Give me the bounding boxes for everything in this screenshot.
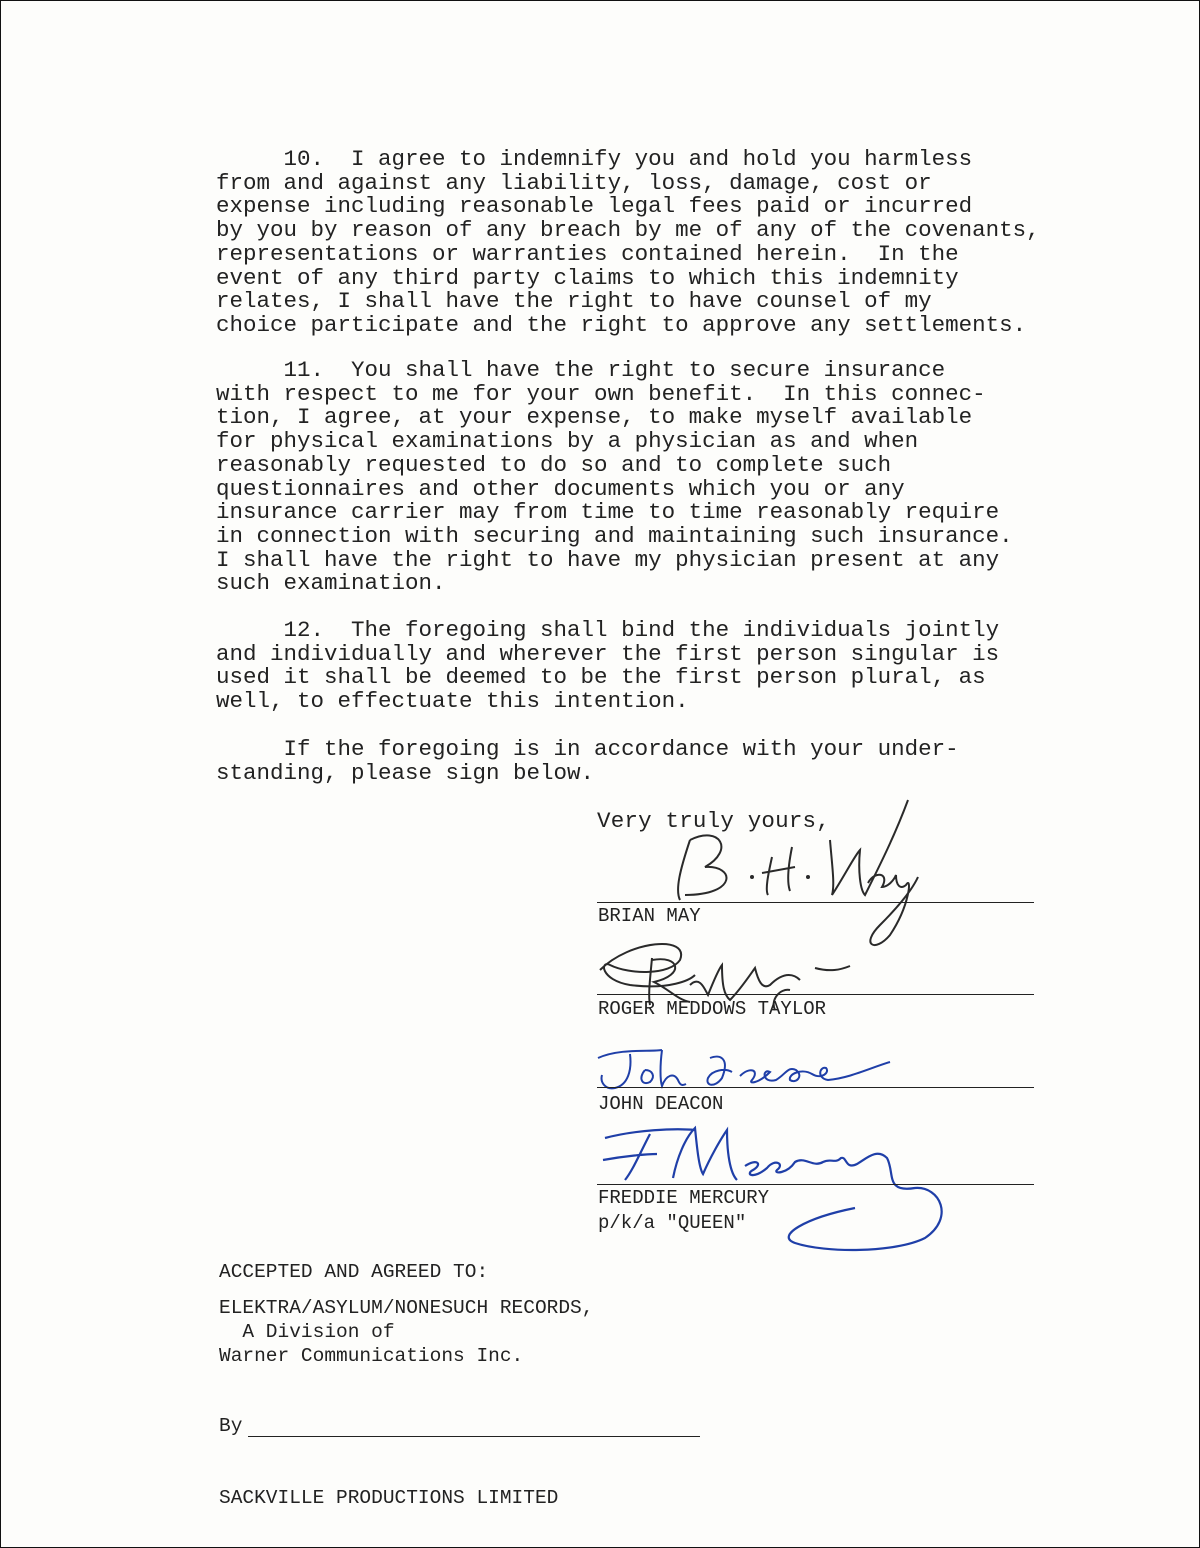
paragraph-line: with respect to me for your own benefit. In this connec- (216, 380, 986, 407)
second-party-name: SACKVILLE PRODUCTIONS LIMITED (219, 1487, 559, 1509)
paragraph-line: 12. The foregoing shall bind the individuals jointly (216, 617, 1000, 643)
paragraph-line: well, to effectuate this intention. (216, 688, 689, 715)
paragraph-line: and individually and wherever the first person singular is (216, 640, 1000, 667)
paragraph-11 (216, 359, 1096, 596)
paragraph-line: relates, I shall have the right to have counsel of my (216, 288, 932, 315)
paragraph-line: for physical examinations by a physician as and when (216, 428, 919, 455)
paragraph-line: event of any third party claims to which this indemnity (216, 264, 959, 291)
paragraph-line: 10. I agree to indemnify you and hold you harmless (216, 146, 973, 172)
company-line-3: Warner Communications Inc. (219, 1345, 524, 1367)
paragraph-line: tion, I agree, at your expense, to make myself available (216, 404, 973, 431)
signatory-name-brian-may: BRIAN MAY (598, 905, 701, 927)
signature-line-brian-may (597, 902, 1034, 903)
paragraph-line: standing, please sign below. (216, 759, 595, 786)
signatory-name-john-deacon: JOHN DEACON (598, 1093, 724, 1115)
paragraph-line: reasonably requested to do so and to complete such (216, 451, 892, 478)
paragraph-line: choice participate and the right to approve any settlements. (216, 311, 1027, 338)
signature-line-john-deacon (597, 1087, 1034, 1088)
paragraph-line: insurance carrier may from time to time reasonably require (216, 499, 1000, 526)
paragraph-line: from and against any liability, loss, damage, cost or (216, 169, 932, 196)
signature-john-deacon (590, 1040, 900, 1100)
signatory-name-freddie-mercury: FREDDIE MERCURY (598, 1187, 770, 1209)
by-signature-line (248, 1436, 700, 1437)
signature-line-roger-taylor (597, 994, 1034, 995)
signature-line-freddie-mercury (597, 1184, 1034, 1185)
closing-paragraph (216, 738, 1096, 785)
signatory-subtitle-queen: p/k/a "QUEEN" (598, 1212, 747, 1234)
company-line-1: ELEKTRA/ASYLUM/NONESUCH RECORDS, (219, 1297, 594, 1319)
closing-salutation: Very truly yours, (597, 808, 830, 834)
company-line-2: A Division of (219, 1321, 395, 1343)
paragraph-line: in connection with securing and maintaining such insurance. (216, 522, 1013, 549)
paragraph-line: such examination. (216, 570, 446, 597)
acceptance-heading: ACCEPTED AND AGREED TO: (219, 1261, 489, 1283)
signatory-name-roger-taylor: ROGER MEDDOWS TAYLOR (598, 998, 827, 1020)
paragraph-line: 11. You shall have the right to secure insurance (216, 357, 946, 383)
paragraph-line: I shall have the right to have my physician present at any (216, 546, 1000, 573)
paragraph-line: representations or warranties contained herein. In the (216, 240, 959, 267)
by-label: By (219, 1415, 243, 1437)
paragraph-line: expense including reasonable legal fees paid or incurred (216, 193, 973, 220)
paragraph-line: questionnaires and other documents which you or any (216, 475, 905, 502)
paragraph-10 (216, 148, 1096, 338)
paragraph-12 (216, 619, 1096, 714)
paragraph-line: If the foregoing is in accordance with your under- (216, 736, 959, 762)
paragraph-line: used it shall be deemed to be the first person plural, as (216, 664, 986, 691)
paragraph-line: by you by reason of any breach by me of any of the covenants, (216, 217, 1040, 244)
